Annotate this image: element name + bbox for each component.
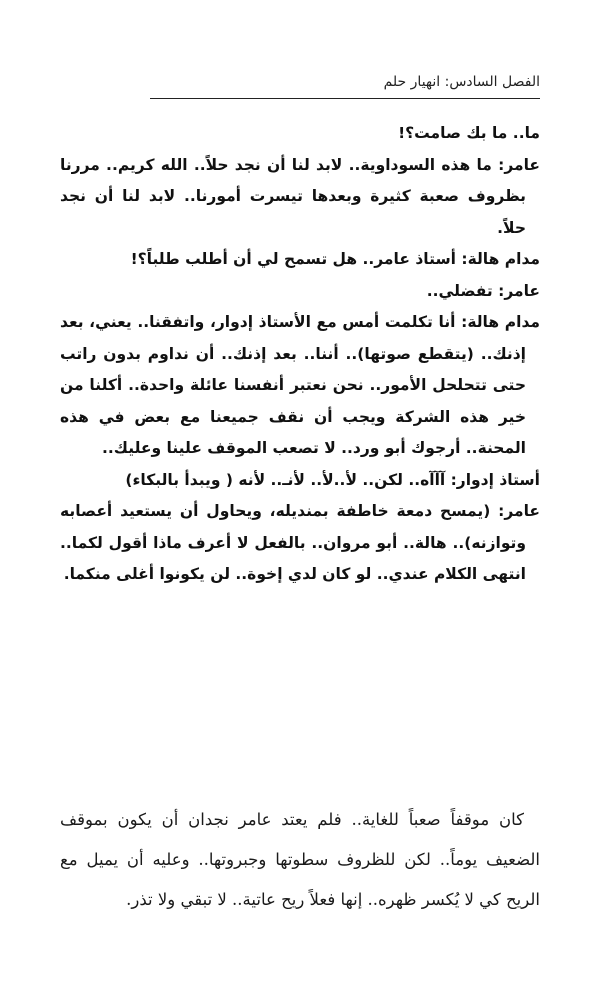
dialogue-line: مدام هالة: أستاذ عامر.. هل تسمح لي أن أطلب طلباً؟! [130,250,540,268]
dialogue-line: عامر: تفضلي.. [426,281,540,300]
dialogue-block [60,118,540,591]
dialogue-line: عامر: (يمسح دمعة خاطفة بمنديله، ويحاول أن يستعيد أعصابه وتوازنه).. هالة.. أبو مروان.. بالفعل لا أعرف ماذا أقول لكما.. انتهى الكلام عندي.. لو كان لدي إخوة.. لن يكونوا أغلى منكما. [60,502,540,583]
running-header: الفصل السادس: انهيار حلم [383,74,540,90]
narrative-paragraph: كان موقفاً صعباً للغاية.. فلم يعتد عامر نجدان أن يكون بموقف الضعيف يوماً.. لكن للظروف سطوتها وجبروتها.. وعليه أن يميل مع الريح كي لا يُكسر ظهره.. إنها فعلاً ريح عاتية.. لا تبقي ولا تذر. [60,810,540,909]
dialogue-line: ما.. ما بك صامت؟! [398,124,540,142]
dialogue-line: أستاذ إدوار: آآآه.. لكن.. لأ..لأ.. لأنـ.. لأنه ( ويبدأ بالبكاء) [125,470,540,489]
dialogue-line: مدام هالة: أنا تكلمت أمس مع الأستاذ إدوار، واتفقنا.. يعني، بعد إذنك.. (يتقطع صوتها).. أننا.. بعد إذنك.. أن نداوم بدون راتب حتى تتحلحل الأمور.. نحن نعتبر أنفسنا عائلة واحدة.. أكلنا من خير هذه الشركة ويجب أن نقف جميعنا مع بعض في هذه المحنة.. أرجوك أبو ورد.. لا تصعب الموقف علينا وعليك.. [60,313,540,457]
dialogue-line: عامر: ما هذه السوداوية.. لابد لنا أن نجد حلاً.. الله كريم.. مررنا بظروف صعبة كثيرة وبعدها تيسرت أمورنا.. لابد لنا أن نجد حلاً. [60,155,540,237]
header-rule [150,98,540,99]
